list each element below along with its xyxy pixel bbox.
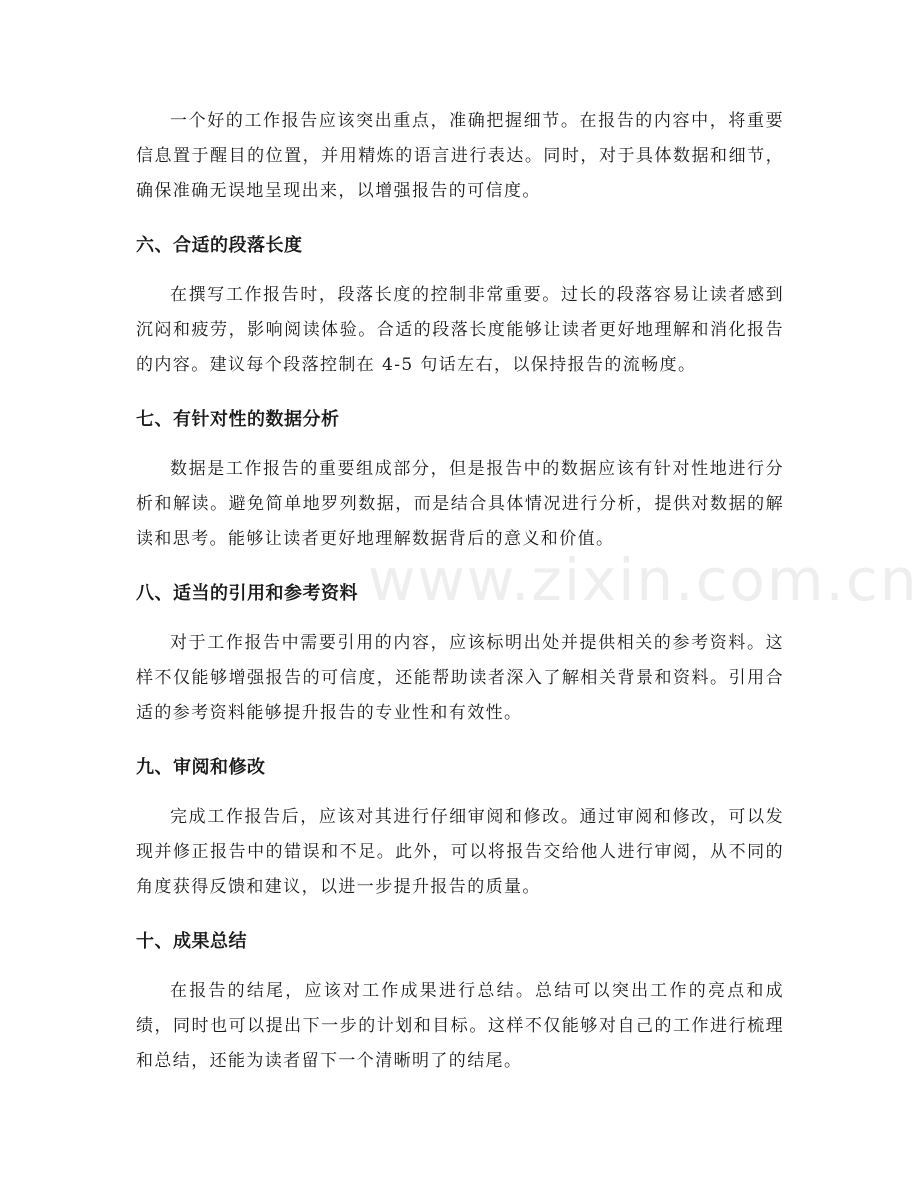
- document-body: [136, 104, 784, 1079]
- intro-paragraph: 一个好的工作报告应该突出重点，准确把握细节。在报告的内容中，将重要信息置于醒目的位置，并用精炼的语言进行表达。同时，对于具体数据和细节，确保准确无误地呈现出来，以增强报告的可信度。: [136, 111, 784, 201]
- section-heading: 九、审阅和修改: [136, 757, 266, 778]
- section-heading: 六、合适的段落长度: [136, 235, 303, 256]
- section-8: [136, 581, 784, 731]
- section-paragraph: 在报告的结尾，应该对工作成果进行总结。总结可以突出工作的亮点和成绩，同时也可以提出下一步的计划和目标。这样不仅能够对自己的工作进行梳理和总结，还能为读者留下一个清晰明了的结尾。: [136, 981, 784, 1071]
- watermark: www.zixin.com.cn: [368, 546, 919, 614]
- section-heading: 七、有针对性的数据分析: [136, 409, 340, 430]
- section-paragraph: 数据是工作报告的重要组成部分，但是报告中的数据应该有针对性地进行分析和解读。避免简单地罗列数据，而是结合具体情况进行分析，提供对数据的解读和思考。能够让读者更好地理解数据背后的意义和价值。: [136, 459, 784, 549]
- section-paragraph: 对于工作报告中需要引用的内容，应该标明出处并提供相关的参考资料。这样不仅能够增强报告的可信度，还能帮助读者深入了解相关背景和资料。引用合适的参考资料能够提升报告的专业性和有效性。: [136, 633, 784, 723]
- section-7: [136, 407, 784, 557]
- section-9: [136, 755, 784, 905]
- section-paragraph: 在撰写工作报告时，段落长度的控制非常重要。过长的段落容易让读者感到沉闷和疲劳，影响阅读体验。合适的段落长度能够让读者更好地理解和消化报告的内容。建议每个段落控制在 4-5 句话左右，以保持报告的流畅度。: [136, 285, 784, 375]
- section-heading: 八、适当的引用和参考资料: [136, 583, 358, 604]
- section-heading: 十、成果总结: [136, 931, 247, 952]
- section-paragraph: 完成工作报告后，应该对其进行仔细审阅和修改。通过审阅和修改，可以发现并修正报告中的错误和不足。此外，可以将报告交给他人进行审阅，从不同的角度获得反馈和建议，以进一步提升报告的质量。: [136, 807, 784, 897]
- section-6: [136, 233, 784, 383]
- section-10: [136, 929, 784, 1079]
